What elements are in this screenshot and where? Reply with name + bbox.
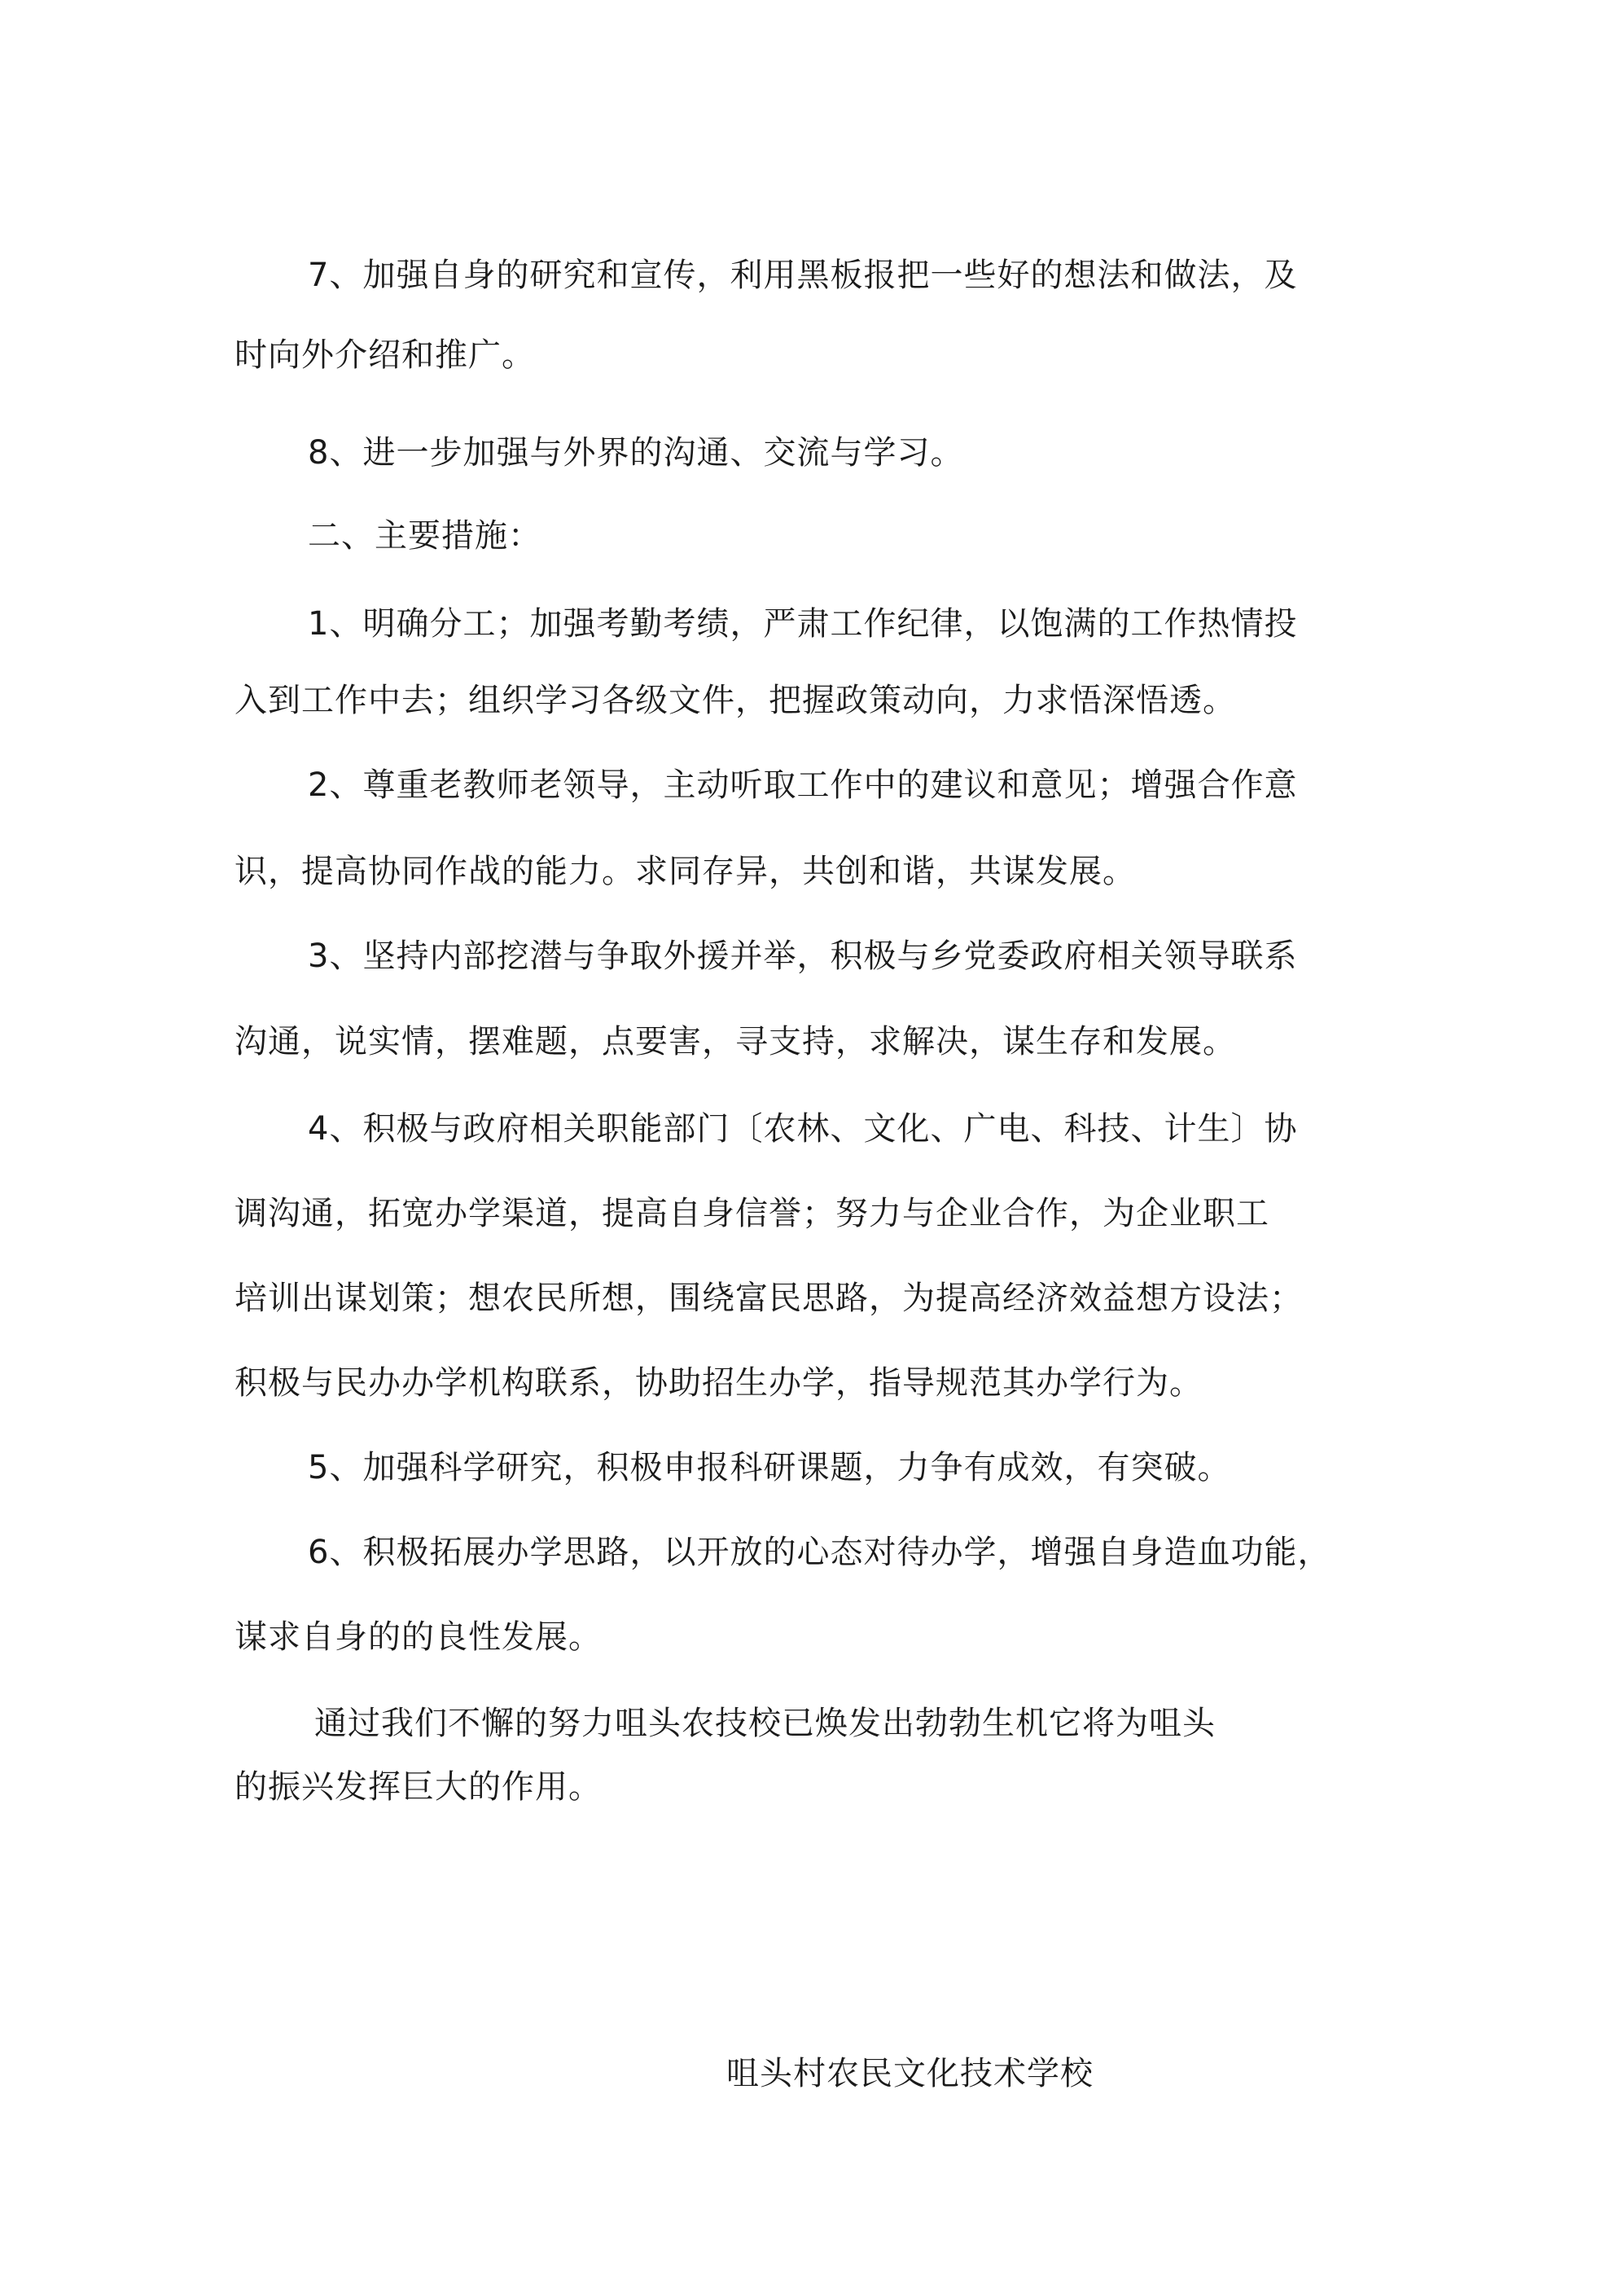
item7-line1: 7、加强自身的研究和宣传，利用黑板报把一些好的想法和做法，及: [308, 257, 1298, 294]
conclusion-line1: 通过我们不懈的努力咀头农技校已焕发出勃勃生机它将为咀头: [314, 1705, 1216, 1742]
measure3-line2: 沟通，说实情，摆难题，点要害，寻支持，求解决，谋生存和发展。: [235, 1023, 1236, 1060]
measure5: 5、加强科学研究，积极申报科研课题，力争有成效，有突破。: [308, 1449, 1231, 1486]
measure4-line2: 调沟通，拓宽办学渠道，提高自身信誉；努力与企业合作，为企业职工: [235, 1195, 1269, 1232]
measure4-line3: 培训出谋划策；想农民所想，围绕富民思路，为提高经济效益想方设法；: [235, 1280, 1303, 1317]
measure4-line1: 4、积极与政府相关职能部门〔农林、文化、广电、科技、计生〕协: [308, 1110, 1298, 1148]
measure4-line4: 积极与民办办学机构联系，协助招生办学，指导规范其办学行为。: [235, 1364, 1203, 1402]
measure2-line2: 识，提高协同作战的能力。求同存异，共创和谐，共谋发展。: [235, 853, 1136, 890]
measure6-line2: 谋求自身的的良性发展。: [235, 1618, 602, 1656]
measure2-line1: 2、尊重老教师老领导，主动听取工作中的建议和意见；增强合作意: [308, 766, 1298, 804]
item7-line2: 时向外介绍和推广。: [235, 336, 535, 374]
measure1-line1: 1、明确分工；加强考勤考绩，严肃工作纪律，以饱满的工作热情投: [308, 605, 1298, 643]
measure1-line2: 入到工作中去；组织学习各级文件，把握政策动向，力求悟深悟透。: [235, 682, 1236, 719]
measure6-line1: 6、积极拓展办学思路，以开放的心态对待办学，增强自身造血功能，: [308, 1534, 1331, 1571]
section2-heading: 二、主要措施：: [308, 517, 541, 555]
measure3-line1: 3、坚持内部挖潜与争取外援并举，积极与乡党委政府相关领导联系: [308, 937, 1298, 975]
conclusion-line2: 的振兴发挥巨大的作用。: [235, 1768, 602, 1806]
item8: 8、进一步加强与外界的沟通、交流与学习。: [308, 434, 964, 472]
school-signature: 咀头村农民文化技术学校: [726, 2055, 1094, 2092]
